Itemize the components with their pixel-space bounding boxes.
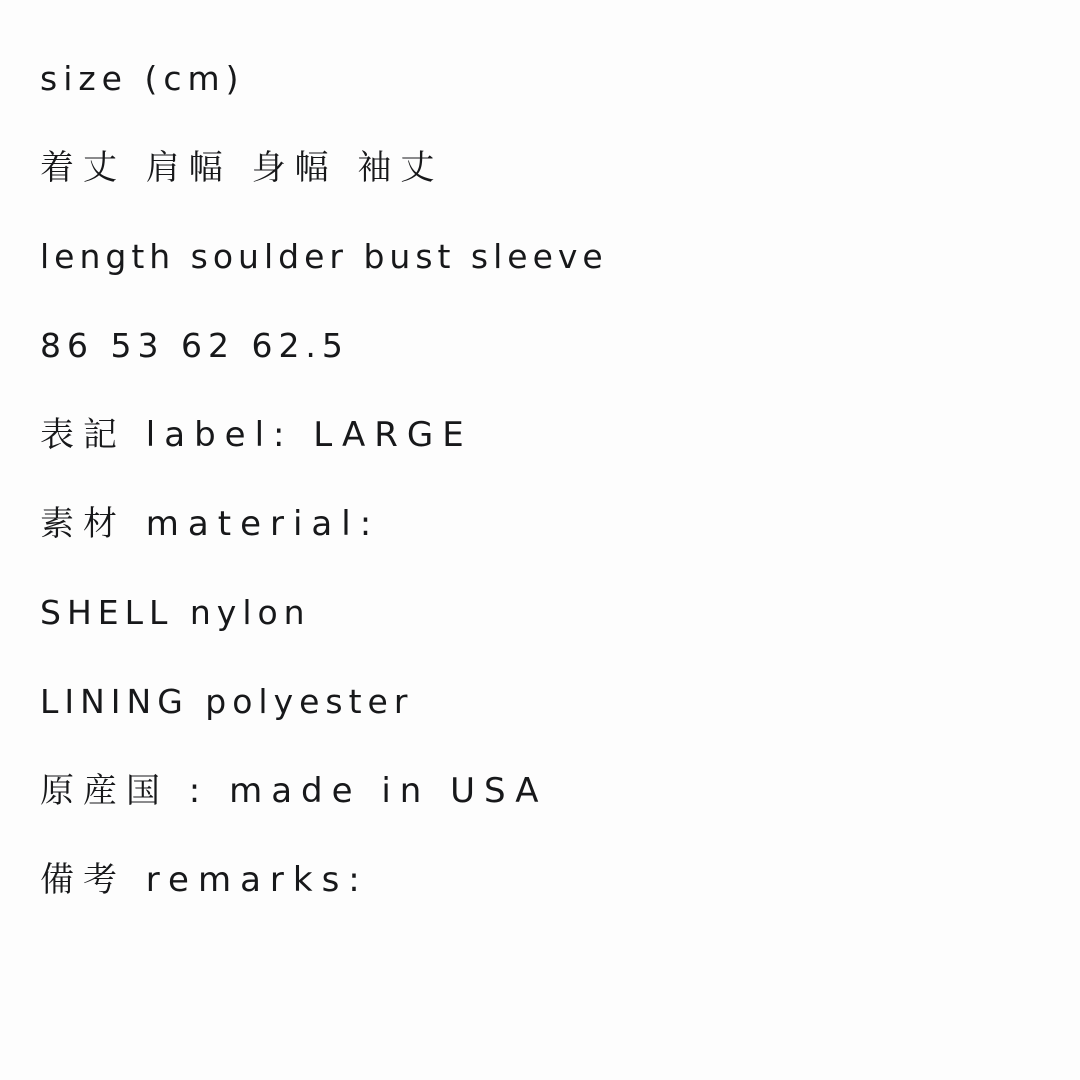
line-measure-values: 86 53 62 62.5 [40, 326, 349, 365]
note-text-block [40, 34, 1040, 924]
line-material-lining: LINING polyester [40, 682, 414, 721]
line-measure-labels-en: length soulder bust sleeve [40, 237, 608, 276]
line-material-shell: SHELL nylon [40, 593, 311, 632]
line-country-of-origin: 原産国 : made in USA [40, 770, 548, 811]
line-remarks: 備考 remarks: [40, 859, 369, 900]
line-material-heading: 素材 material: [40, 503, 381, 544]
line-size-header: size (cm) [40, 59, 245, 98]
line-label-size: 表記 label: LARGE [40, 414, 473, 455]
line-measure-labels-jp: 着丈 肩幅 身幅 袖丈 [40, 147, 444, 188]
